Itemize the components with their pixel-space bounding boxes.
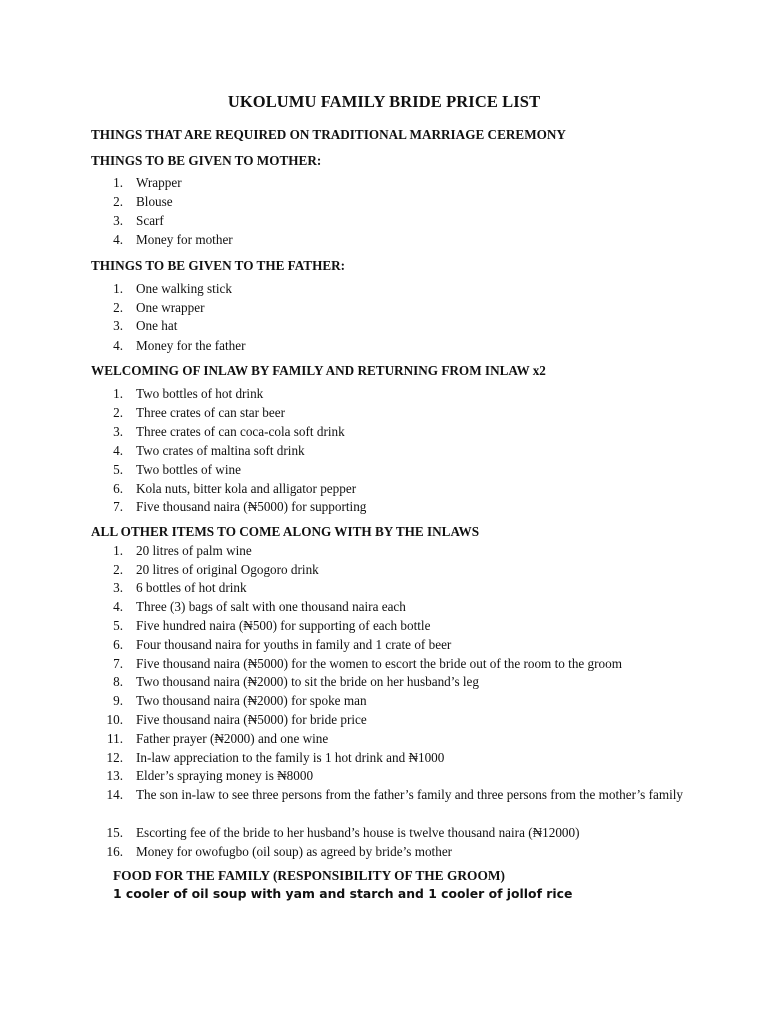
- food-heading: FOOD FOR THE FAMILY (RESPONSIBILITY OF THE GROOM): [113, 868, 505, 883]
- document-page: UKOLUMU FAMILY BRIDE PRICE LIST THINGS THAT ARE REQUIRED ON TRADITIONAL MARRIAGE CEREMONY THINGS TO BE GIVEN TO MOTHER: 1. Wrapper 2. Blouse 3. Scarf 4. Money for mother THINGS TO BE GIVEN TO THE FATHER: 1. One walking stick 2. One wrapper 3. One hat 4. Money for the father WELCOMING OF INLAW BY FAMILY AND RETURNING FROM INLAW x2 1. Two bottles of hot drink 2. Three crates of can star beer 3. Three crates of can coca-cola soft drink 4. Two crates of maltina soft drink 5. Two bottles of wine 6. Kola nuts, bitter kola and alligator pepper 7. Five thousand naira (₦5000) for supporting ALL OTHER ITEMS TO COME ALONG WITH BY THE INLAWS 1. 20 litres of palm wine 2. 20 litres of original Ogogoro drink 3. 6 bottles of hot drink 4. Three (3) bags of salt with one thousand naira each 5. Five hundred naira (₦500) for supporting of each bottle 6. Four thousand naira for youths in family and 1 crate of beer 7. Five thousand naira (₦5000) for the women to escort the bride out of the room to the groom 8. Two thousand naira (₦2000) to sit the bride on her husband’s leg 9. Two thousand naira (₦2000) for spoke man 10. Five thousand naira (₦5000) for bride price 11. Father prayer (₦2000) and one wine 12. In-law appreciation to the family is 1 hot drink and ₦1000 13. Elder’s spraying money is ₦8000 14. The son in-law to see three persons from the father’s family and three persons from the mother’s family 15. Escorting fee of the bride to her husband’s house is twelve thousand naira (₦12000) 16. Money for owofugbo (oil soup) as agreed by bride’s mother FOOD FOR THE FAMILY (RESPONSIBILITY OF THE GROOM) 1 cooler of oil soup with yam and starch and 1 cooler of jollof rice: [0, 0, 768, 1024]
- food-line: 1 cooler of oil soup with yam and starch and 1 cooler of jollof rice: [113, 886, 573, 901]
- subtitle: THINGS THAT ARE REQUIRED ON TRADITIONAL MARRIAGE CEREMONY: [91, 127, 566, 142]
- section-heading-father: THINGS TO BE GIVEN TO THE FATHER:: [91, 258, 346, 273]
- section-heading-welcoming: WELCOMING OF INLAW BY FAMILY AND RETURNING FROM INLAW x2: [91, 363, 546, 378]
- section-heading-other-items: ALL OTHER ITEMS TO COME ALONG WITH BY THE INLAWS: [91, 524, 480, 539]
- page-title: UKOLUMU FAMILY BRIDE PRICE LIST: [227, 92, 541, 111]
- section-heading-mother: THINGS TO BE GIVEN TO MOTHER:: [91, 153, 322, 168]
